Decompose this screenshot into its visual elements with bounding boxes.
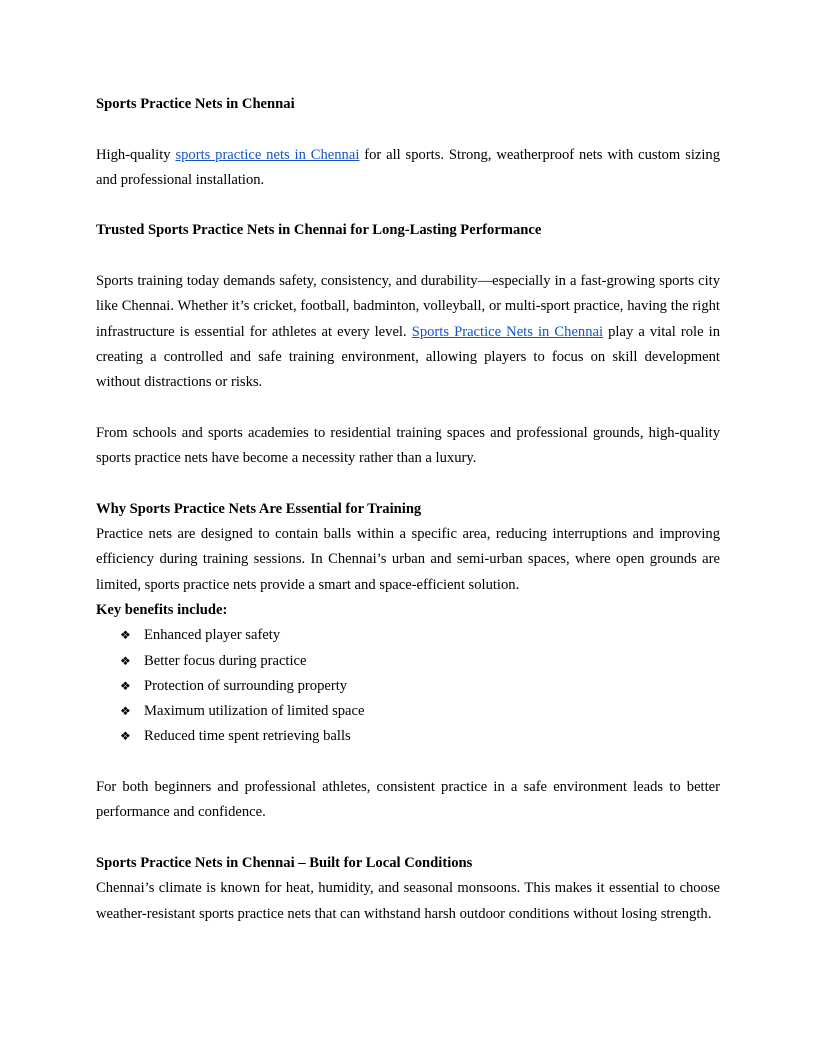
diamond-bullet-icon: ❖ — [120, 704, 131, 719]
diamond-bullet-icon: ❖ — [120, 653, 131, 668]
diamond-bullet-icon: ❖ — [120, 729, 131, 744]
list-item-text: Maximum utilization of limited space — [144, 703, 365, 720]
section1-paragraph-2: From schools and sports academies to residential training spaces and professional grounds, high-quality sports practice nets have become a necessity rather than a luxury. — [96, 424, 720, 467]
list-item — [96, 623, 720, 648]
list-item — [96, 699, 720, 724]
diamond-bullet-icon: ❖ — [120, 678, 131, 693]
section1-text-before: Sports training today demands safety, consistency, and durability—especially in a fast-growing sports city like Chennai. Whether it’s cricket, football, badminton, volleyball, or multi-sport practice, having the right infrastructure is essential for athletes at every level. — [96, 273, 720, 340]
list-item-text: Enhanced player safety — [144, 627, 281, 644]
section2-heading: Why Sports Practice Nets Are Essential for Training — [96, 500, 422, 517]
section1-link[interactable]: Sports Practice Nets in Chennai — [411, 323, 604, 340]
section1-heading: Trusted Sports Practice Nets in Chennai for Long-Lasting Performance — [96, 222, 542, 239]
intro-text-after: for all sports. Strong, weatherproof nets with custom sizing and professional installation. — [96, 146, 720, 188]
section3-heading: Sports Practice Nets in Chennai – Built for Local Conditions — [96, 854, 473, 871]
list-item — [96, 649, 720, 674]
intro-paragraph — [96, 143, 720, 194]
list-item — [96, 724, 720, 749]
list-item-text: Better focus during practice — [144, 652, 307, 669]
section2-paragraph-1: Practice nets are designed to contain balls within a specific area, reducing interruptions and improving efficiency during training sessions. In Chennai’s urban and semi-urban spaces, where open grounds are limited, sports practice nets provide a smart and space-efficient solution. — [96, 526, 720, 593]
section2-paragraph-2: For both beginners and professional athletes, consistent practice in a safe environment leads to better performance and confidence. — [96, 779, 720, 821]
list-item — [96, 674, 720, 699]
section1-paragraph-1 — [96, 269, 720, 395]
list-item-text: Reduced time spent retrieving balls — [144, 728, 351, 745]
document-page — [96, 92, 720, 927]
intro-text-before: High-quality — [96, 146, 176, 163]
diamond-bullet-icon: ❖ — [120, 628, 131, 643]
section1-text-after: play a vital role in creating a controlled and safe training environment, allowing players to focus on skill development without distractions or risks. — [96, 323, 720, 391]
benefits-label: Key benefits include: — [96, 601, 228, 618]
list-item-text: Protection of surrounding property — [144, 677, 348, 694]
document-title: Sports Practice Nets in Chennai — [96, 96, 295, 112]
benefits-list — [96, 623, 720, 749]
intro-link[interactable]: sports practice nets in Chennai — [175, 146, 360, 163]
section3-paragraph-1: Chennai’s climate is known for heat, humidity, and seasonal monsoons. This makes it essential to choose weather-resistant sports practice nets that can withstand harsh outdoor conditions without losing strength. — [96, 880, 720, 922]
